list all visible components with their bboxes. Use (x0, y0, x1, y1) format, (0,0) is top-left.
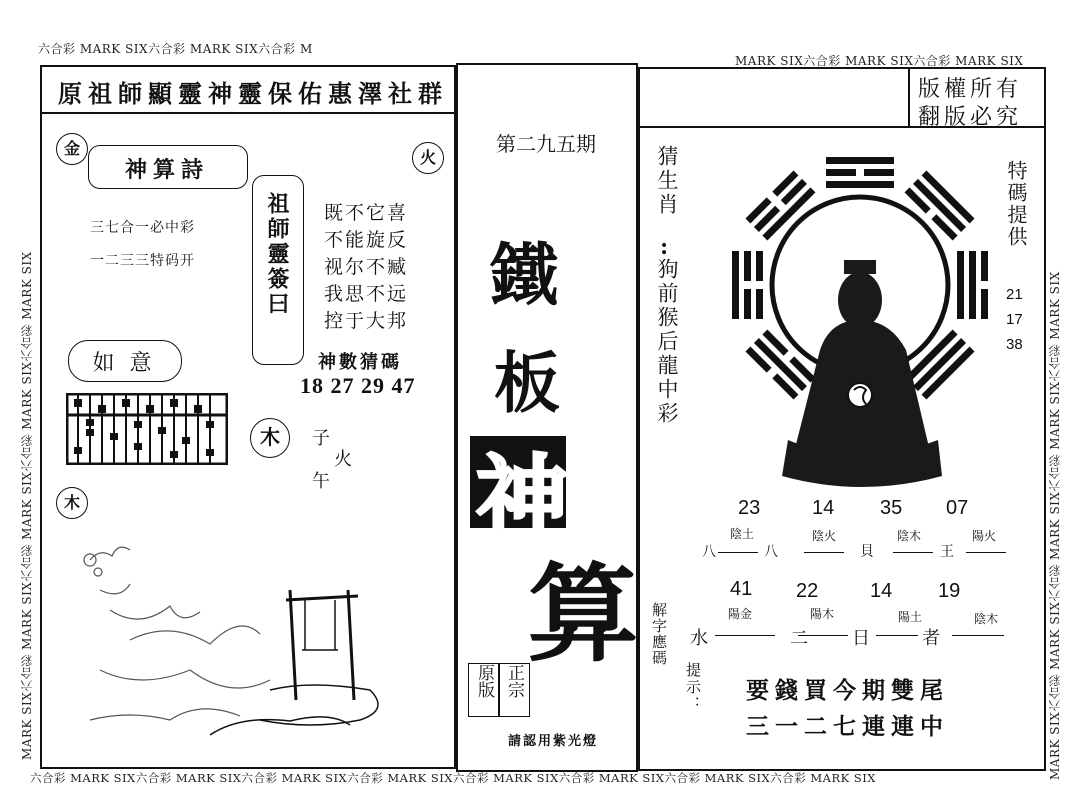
middle-footer: 請認用紫光燈 (508, 734, 599, 749)
stamp-right-text: 正宗 (504, 664, 524, 698)
poem-title: 神算詩 (124, 157, 209, 183)
title-char-4: 算 (527, 551, 639, 676)
issue-number: 第二九五期 (496, 132, 596, 156)
copyright-line-2: 翻版必究 (918, 105, 1023, 130)
poem-line: 视尔不臧 (324, 256, 409, 278)
element-wood-badge: 木 (250, 418, 290, 458)
row1-char-3: 貝 (860, 544, 874, 560)
special-number: 17 (1006, 311, 1023, 328)
special-number: 21 (1006, 286, 1023, 303)
element-fire-badge: 火 (412, 142, 444, 174)
bagua-deity-image (728, 150, 993, 490)
row1-number-3: 35 (880, 497, 903, 519)
row2-number-3: 14 (870, 580, 893, 602)
row2-number-1: 41 (730, 578, 753, 600)
decode-label: 解字應碼 (650, 602, 668, 666)
poem-line: 不能旋反 (324, 229, 409, 251)
row2-number-4: 19 (938, 580, 961, 602)
title-char-2: 板 (494, 344, 560, 422)
special-numbers (1006, 282, 1023, 357)
row1-number-1: 23 (738, 497, 761, 519)
tips-label: 提示： (684, 662, 702, 713)
title-char-3: 神 (476, 445, 569, 553)
tip-line-2: 三一二七連連中 (746, 714, 949, 740)
poem-line: 我思不远 (324, 283, 409, 305)
poem-line: 既不它喜 (324, 202, 409, 224)
element-fire-text: 火 (334, 449, 352, 470)
ruyi-label: 如 意 (92, 351, 156, 376)
watermark-top-left: 六合彩 MARK SIX六合彩 MARK SIX六合彩 M (38, 42, 313, 56)
abacus-image (66, 393, 228, 465)
zodiac-colon: : (660, 234, 669, 260)
row1-char-4: 王 (940, 544, 954, 560)
stamp-left-text: 原版 (474, 664, 494, 698)
branch-zi: 子 (312, 428, 330, 449)
row2-char-1: 水 (690, 628, 708, 649)
row1-tag-2: 陰火 (812, 529, 837, 543)
element-wood-badge-2: 木 (56, 487, 88, 519)
hint-line-2: 一二三三特码开 (90, 253, 195, 269)
title-char-1: 鐵 (490, 236, 559, 316)
poem-line: 控于大邦 (324, 310, 409, 332)
stamp-right (498, 663, 530, 717)
poem-lines (324, 200, 408, 335)
row2-tag-3: 陽土 (898, 610, 923, 624)
zodiac-answer: 狗前猴后龍中彩 (655, 258, 679, 426)
stamp-left (468, 663, 500, 717)
sketch-illustration (60, 530, 390, 750)
hint-line-1: 三七合一必中彩 (90, 220, 195, 236)
row2-char-4: 者 (922, 628, 940, 649)
row2-tag-1: 陽金 (728, 607, 753, 621)
watermark-left: MARK SIX六合彩 MARK SIX六合彩 MARK SIX六合彩 MARK SIX六合彩 MARK SIX (20, 251, 34, 760)
watermark-bottom: 六合彩 MARK SIX六合彩 MARK SIX六合彩 MARK SIX六合彩 MARK SIX六合彩 MARK SIX六合彩 MARK SIX六合彩 MARK SIX六合彩 MARK SIX (30, 771, 876, 785)
row1-tag-4: 陽火 (972, 529, 997, 543)
row2-number-2: 22 (796, 580, 819, 602)
watermark-top-right: MARK SIX六合彩 MARK SIX六合彩 MARK SIX (735, 54, 1024, 68)
row2-tag-4: 陰木 (974, 612, 999, 626)
guess-label: 神數猜碼 (318, 352, 402, 373)
row1-char-2: 八 (764, 544, 778, 560)
row2-char-2: 二 (790, 628, 808, 649)
watermark-right: MARK SIX六合彩 MARK SIX六合彩 MARK SIX六合彩 MARK SIX六合彩 MARK SIX (1048, 271, 1062, 780)
branch-wu: 午 (312, 471, 330, 492)
zodiac-label: 猜生肖 (655, 145, 679, 217)
row1-number-2: 14 (812, 497, 835, 519)
row1-line (698, 552, 1012, 554)
tip-line-1: 要錢買今期雙尾 (746, 678, 949, 704)
copyright-line-1: 版權所有 (918, 77, 1023, 102)
row1-tag-1: 陰土 (730, 527, 755, 541)
special-label: 特碼提供 (1004, 160, 1028, 248)
right-header-divider (638, 126, 908, 128)
row2-line (690, 635, 1012, 637)
left-header-divider (40, 112, 454, 114)
element-gold-badge: 金 (56, 133, 88, 165)
lot-title: 祖師靈簽曰 (264, 192, 290, 317)
row1-tag-3: 陰木 (897, 529, 922, 543)
guess-numbers: 18 27 29 47 (300, 373, 416, 398)
row1-char-1: 八 (702, 544, 716, 560)
row2-tag-2: 陽木 (810, 607, 835, 621)
row1-number-4: 07 (946, 497, 969, 519)
row2-char-3: 日 (852, 628, 870, 649)
left-header: 原祖師顯靈神靈保佑惠澤社群 (58, 79, 448, 108)
special-number: 38 (1006, 336, 1023, 353)
